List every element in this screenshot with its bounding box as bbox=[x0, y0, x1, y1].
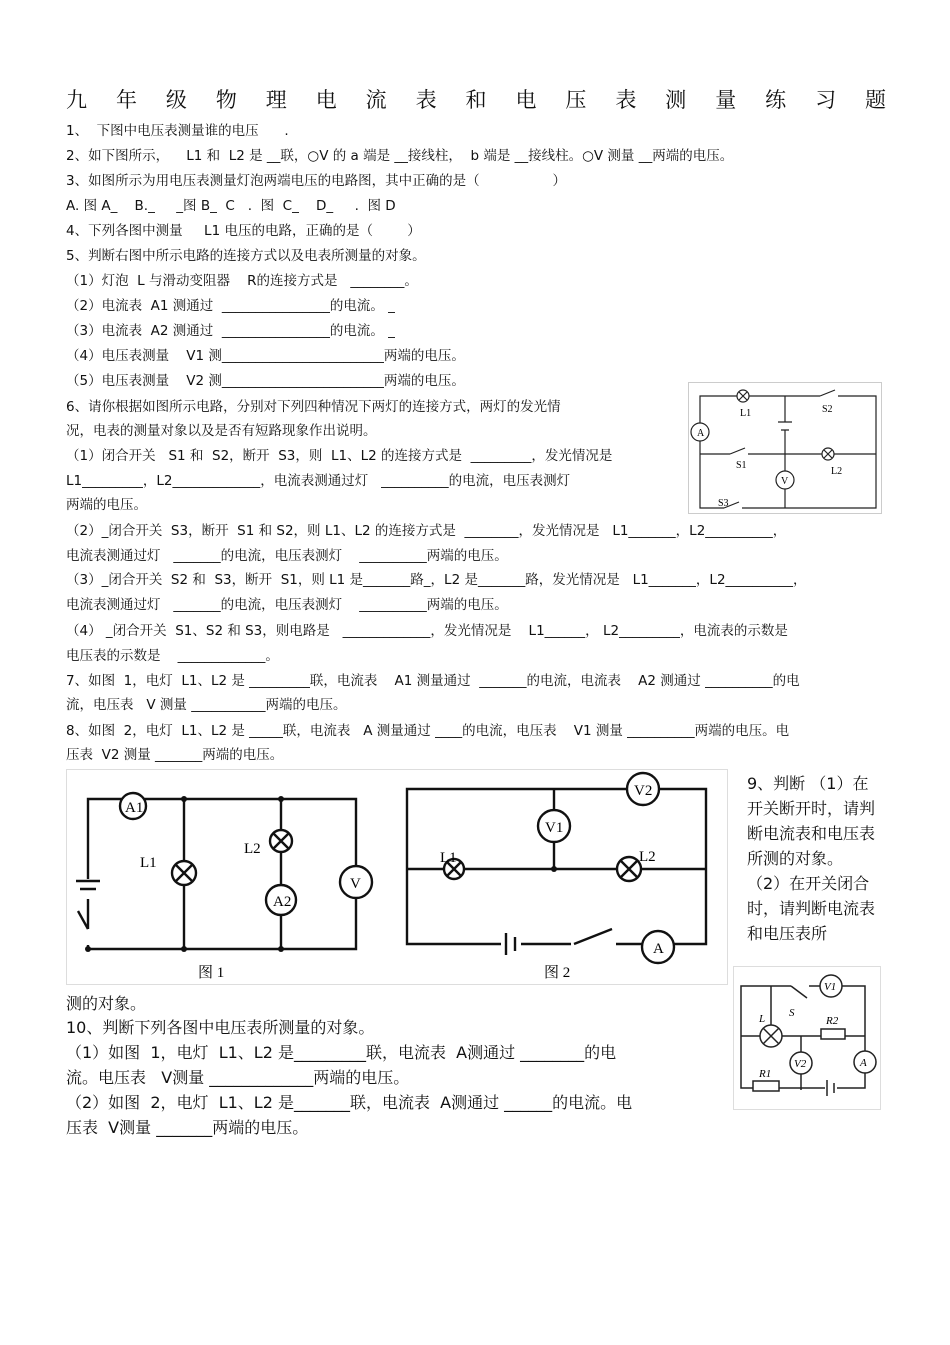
question-5-5: （5）电压表测量 V2 测________________________两端的电压。 bbox=[66, 373, 465, 389]
question-7-cont: 流，电压表 V 测量 ___________两端的电压。 bbox=[66, 697, 347, 713]
ammeter-a1-label: A1 bbox=[125, 800, 144, 816]
title-char: 物 bbox=[215, 88, 237, 112]
question-10: 10、判断下列各图中电压表所测量的对象。 bbox=[66, 1018, 375, 1037]
circuit-figures-1-2 bbox=[66, 769, 728, 985]
question-1: 1、 下图中电压表测量谁的电压 . bbox=[66, 123, 289, 139]
question-3-options: A. 图 A_ B._ _图 B_ C . 图 C_ D_ . 图 D bbox=[66, 198, 396, 214]
question-6-2: （2）_闭合开关 S3，断开 S1 和 S2，则 L1、L2 的连接方式是 ________，发光情况是 L1_______，L2__________， bbox=[66, 523, 787, 539]
question-6-4: （4） _闭合开关 S1、S2 和 S3，则电路是 _____________，发光情况是 L1______， L2_________，电流表的示数是 bbox=[66, 623, 788, 639]
question-10-1-cont: 流。电压表 V测量 _____________两端的电压。 bbox=[66, 1068, 410, 1087]
question-3: 3、如图所示为用电压表测量灯泡两端电压的电路图，其中正确的是（ ） bbox=[66, 173, 567, 189]
title-char: 表 bbox=[415, 88, 437, 112]
question-5-4: （4）电压表测量 V1 测________________________两端的电压。 bbox=[66, 348, 465, 364]
lamp-l1-label: L1 bbox=[740, 408, 752, 419]
switch-s1-label: S1 bbox=[736, 460, 747, 471]
lamp-l1-label: L1 bbox=[440, 850, 457, 866]
question-10-1: （1）如图 1，电灯 L1、L2 是_________联，电流表 A测通过 ________的电 bbox=[66, 1043, 617, 1062]
question-6-cont: 况，电表的测量对象以及是否有短路现象作出说明。 bbox=[66, 423, 377, 439]
title-char: 习 bbox=[815, 88, 837, 112]
title-char: 电 bbox=[315, 88, 337, 112]
ammeter-label: A bbox=[697, 428, 705, 439]
title-char: 练 bbox=[765, 88, 787, 112]
question-10-2: （2）如图 2，电灯 L1、L2 是_______联，电流表 A测通过 ______的电流。电 bbox=[66, 1093, 633, 1112]
title-char: 理 bbox=[265, 88, 287, 112]
figure-1-caption: 图 1 bbox=[198, 965, 225, 981]
voltmeter-v1-label: V1 bbox=[545, 820, 564, 836]
circuit-diagram-q9 bbox=[733, 966, 881, 1110]
question-7: 7、如图 1，电灯 L1、L2 是 _________联，电流表 A1 测量通过 _______的电流，电流表 A2 测通过 __________的电 bbox=[66, 673, 800, 689]
question-6-4-cont: 电压表的示数是 _____________。 bbox=[66, 648, 279, 664]
voltmeter-v2-label: V2 bbox=[794, 1058, 807, 1070]
switch-s2-label: S2 bbox=[822, 404, 833, 415]
title-char: 级 bbox=[165, 88, 187, 112]
ammeter-a2-label: A2 bbox=[273, 894, 292, 910]
switch-s3-label: S3 bbox=[718, 498, 729, 509]
title-char: 量 bbox=[715, 88, 737, 112]
question-6-1: （1）闭合开关 S1 和 S2，断开 S3，则 L1、L2 的连接方式是 _________，发光情况是 bbox=[66, 448, 613, 464]
lamp-l1-label: L1 bbox=[140, 855, 157, 871]
question-5-1: （1）灯泡 L 与滑动变阻器 R的连接方式是 ________。 bbox=[66, 273, 418, 289]
page-title bbox=[66, 84, 886, 114]
title-char: 年 bbox=[115, 88, 137, 112]
lamp-l2-label: L2 bbox=[639, 849, 656, 865]
resistor-r2-label: R2 bbox=[826, 1015, 839, 1027]
voltmeter-label: V bbox=[781, 476, 789, 487]
question-6-1-cont: L1_________，L2_____________，电流表测通过灯 __________的电流，电压表测灯 bbox=[66, 473, 571, 489]
figure-2-caption: 图 2 bbox=[544, 965, 571, 981]
title-char: 电 bbox=[515, 88, 537, 112]
question-8: 8、如图 2，电灯 L1、L2 是 _____联，电流表 A 测量通过 ____的电流，电压表 V1 测量 __________两端的电压。电 bbox=[66, 723, 790, 739]
title-char: 九 bbox=[66, 88, 87, 112]
question-8-cont: 压表 V2 测量 _______两端的电压。 bbox=[66, 747, 284, 763]
question-5: 5、判断右图中所示电路的连接方式以及电表所测量的对象。 bbox=[66, 248, 426, 264]
ammeter-a-label: A bbox=[860, 1057, 867, 1069]
title-char: 压 bbox=[565, 88, 587, 112]
question-10-2-cont: 压表 V测量 _______两端的电压。 bbox=[66, 1118, 309, 1137]
question-5-3: （3）电流表 A2 测通过 ________________的电流。 _ bbox=[66, 323, 395, 339]
title-char: 流 bbox=[365, 88, 387, 112]
question-9: 9、判断 （1）在开关断开时，请判断电流表和电压表所测的对象。 （2）在开关闭合时，请判断电流表和电压表所 bbox=[747, 774, 876, 943]
question-9-end: 测的对象。 bbox=[66, 994, 147, 1013]
question-2: 2、如下图所示， L1 和 L2 是 __联，○V 的 a 端是 __接线柱， b 端是 __接线柱。○V 测量 __两端的电压。 bbox=[66, 148, 734, 164]
lamp-l2-label: L2 bbox=[244, 841, 261, 857]
question-6-2-cont: 电流表测通过灯 _______的电流，电压表测灯 __________两端的电压。 bbox=[66, 548, 508, 564]
title-char: 测 bbox=[665, 88, 687, 112]
switch-s-label: S bbox=[789, 1007, 795, 1019]
question-6-1-end: 两端的电压。 bbox=[66, 497, 147, 513]
voltmeter-v2-label: V2 bbox=[634, 783, 653, 799]
lamp-l2-label: L2 bbox=[831, 466, 843, 477]
question-6-3: （3）_闭合开关 S2 和 S3，断开 S1，则 L1 是_______路_，L2 是_______路，发光情况是 L1_______，L2__________， bbox=[66, 572, 807, 588]
voltmeter-v1-label: V1 bbox=[824, 981, 837, 993]
resistor-r1-label: R1 bbox=[759, 1068, 772, 1080]
ammeter-a-label: A bbox=[653, 941, 664, 957]
lamp-l-label: L bbox=[759, 1013, 766, 1025]
title-char: 和 bbox=[465, 88, 487, 112]
title-char: 表 bbox=[615, 88, 637, 112]
voltmeter-label: V bbox=[350, 876, 361, 892]
circuit-diagram-q6 bbox=[688, 382, 882, 514]
title-char: 题 bbox=[865, 88, 886, 112]
question-5-2: （2）电流表 A1 测通过 ________________的电流。 _ bbox=[66, 298, 395, 314]
question-4: 4、下列各图中测量 L1 电压的电路，正确的是（ ） bbox=[66, 223, 421, 239]
question-6-3-cont: 电流表测通过灯 _______的电流，电压表测灯 __________两端的电压。 bbox=[66, 597, 508, 613]
question-6: 6、请你根据如图所示电路，分别对下列四种情况下两灯的连接方式，两灯的发光情 bbox=[66, 399, 561, 415]
